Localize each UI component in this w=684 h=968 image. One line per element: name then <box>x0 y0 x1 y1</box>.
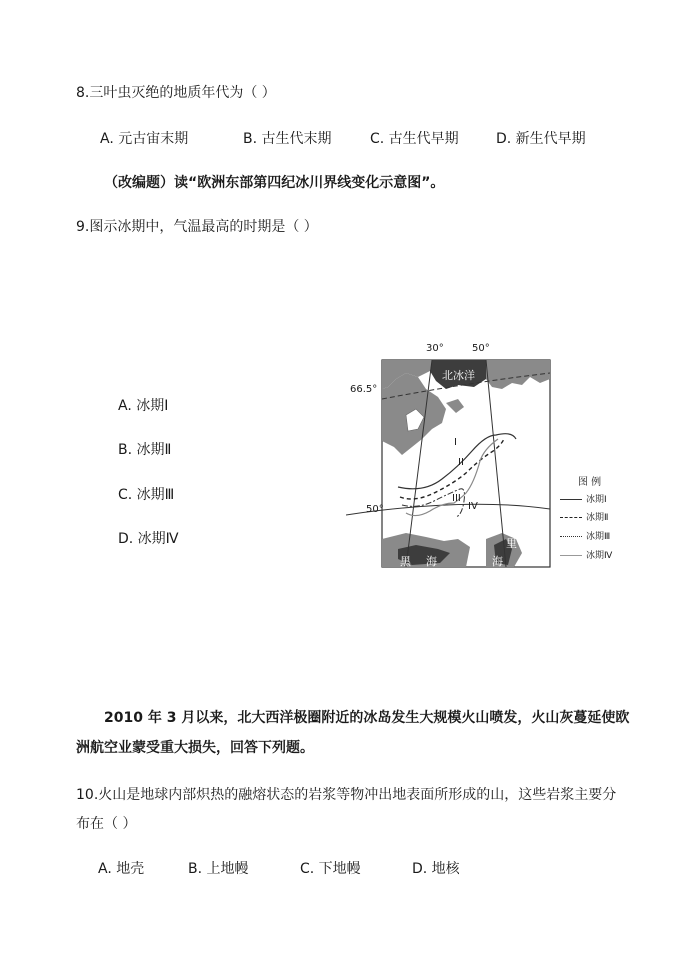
label-caspian-2: 海 <box>492 555 503 568</box>
question-9-intro: （改编题）读“欧洲东部第四纪冰川界线变化示意图”。 <box>104 175 445 191</box>
legend-swatch-II <box>560 517 582 518</box>
label-zone-I: I <box>454 437 457 448</box>
legend-label-III: 冰期Ⅲ <box>586 532 611 542</box>
q10-option-d[interactable]: D. 地核 <box>412 861 460 877</box>
question-8-stem: 8.三叶虫灭绝的地质年代为（ ） <box>76 85 276 101</box>
label-zone-IV: IV <box>468 501 478 512</box>
q8-option-b[interactable]: B. 古生代末期 <box>243 131 332 147</box>
label-black-2: 海 <box>426 555 437 568</box>
legend-swatch-IV <box>560 555 582 556</box>
legend-label-IV: 冰期Ⅳ <box>586 551 613 561</box>
question-10-intro-line2: 洲航空业蒙受重大损失，回答下列题。 <box>76 740 314 756</box>
question-9-stem: 9.图示冰期中，气温最高的时期是（ ） <box>76 219 318 235</box>
q10-option-c[interactable]: C. 下地幔 <box>300 861 361 877</box>
legend-label-I: 冰期Ⅰ <box>586 495 607 505</box>
q8-option-a[interactable]: A. 元古宙末期 <box>100 131 189 147</box>
question-10-intro-line1: 2010 年 3 月以来，北大西洋极圈附近的冰岛发生大规模火山喷发，火山灰蔓延使欧 <box>104 710 630 726</box>
q9-option-c[interactable]: C. 冰期Ⅲ <box>118 487 175 503</box>
label-lat-50: 50° <box>366 504 384 515</box>
label-lat-66: 66.5° <box>350 384 378 395</box>
legend-item-III <box>560 529 610 542</box>
label-arctic-ocean: 北冰洋 <box>442 369 475 382</box>
q8-option-d[interactable]: D. 新生代早期 <box>496 131 586 147</box>
legend-swatch-I <box>560 499 582 500</box>
label-zone-III: III <box>452 493 461 504</box>
question-10-stem-line1: 10.火山是地球内部炽热的融熔状态的岩浆等物冲出地表面所形成的山，这些岩浆主要分 <box>76 787 617 803</box>
q8-option-c[interactable]: C. 古生代早期 <box>370 131 459 147</box>
q10-option-a[interactable]: A. 地壳 <box>98 861 145 877</box>
glacier-boundary-map <box>346 343 636 575</box>
question-10-stem-line2: 布在（ ） <box>76 816 137 832</box>
label-zone-II: II <box>458 457 464 468</box>
label-black-1: 黑 <box>400 555 411 568</box>
legend-item-IV <box>560 548 612 561</box>
q9-option-b[interactable]: B. 冰期Ⅱ <box>118 442 172 458</box>
q9-option-a[interactable]: A. 冰期Ⅰ <box>118 398 169 414</box>
q9-option-d[interactable]: D. 冰期Ⅳ <box>118 531 179 547</box>
label-lon-50: 50° <box>472 343 490 354</box>
q10-option-b[interactable]: B. 上地幔 <box>188 861 249 877</box>
legend-item-I <box>560 492 607 505</box>
legend-item-II <box>560 510 608 523</box>
legend-title: 图 例 <box>578 477 602 488</box>
legend-label-II: 冰期Ⅱ <box>586 513 609 523</box>
legend-swatch-III <box>560 536 582 537</box>
label-lon-30: 30° <box>426 343 444 354</box>
label-caspian-1: 里 <box>506 537 517 550</box>
